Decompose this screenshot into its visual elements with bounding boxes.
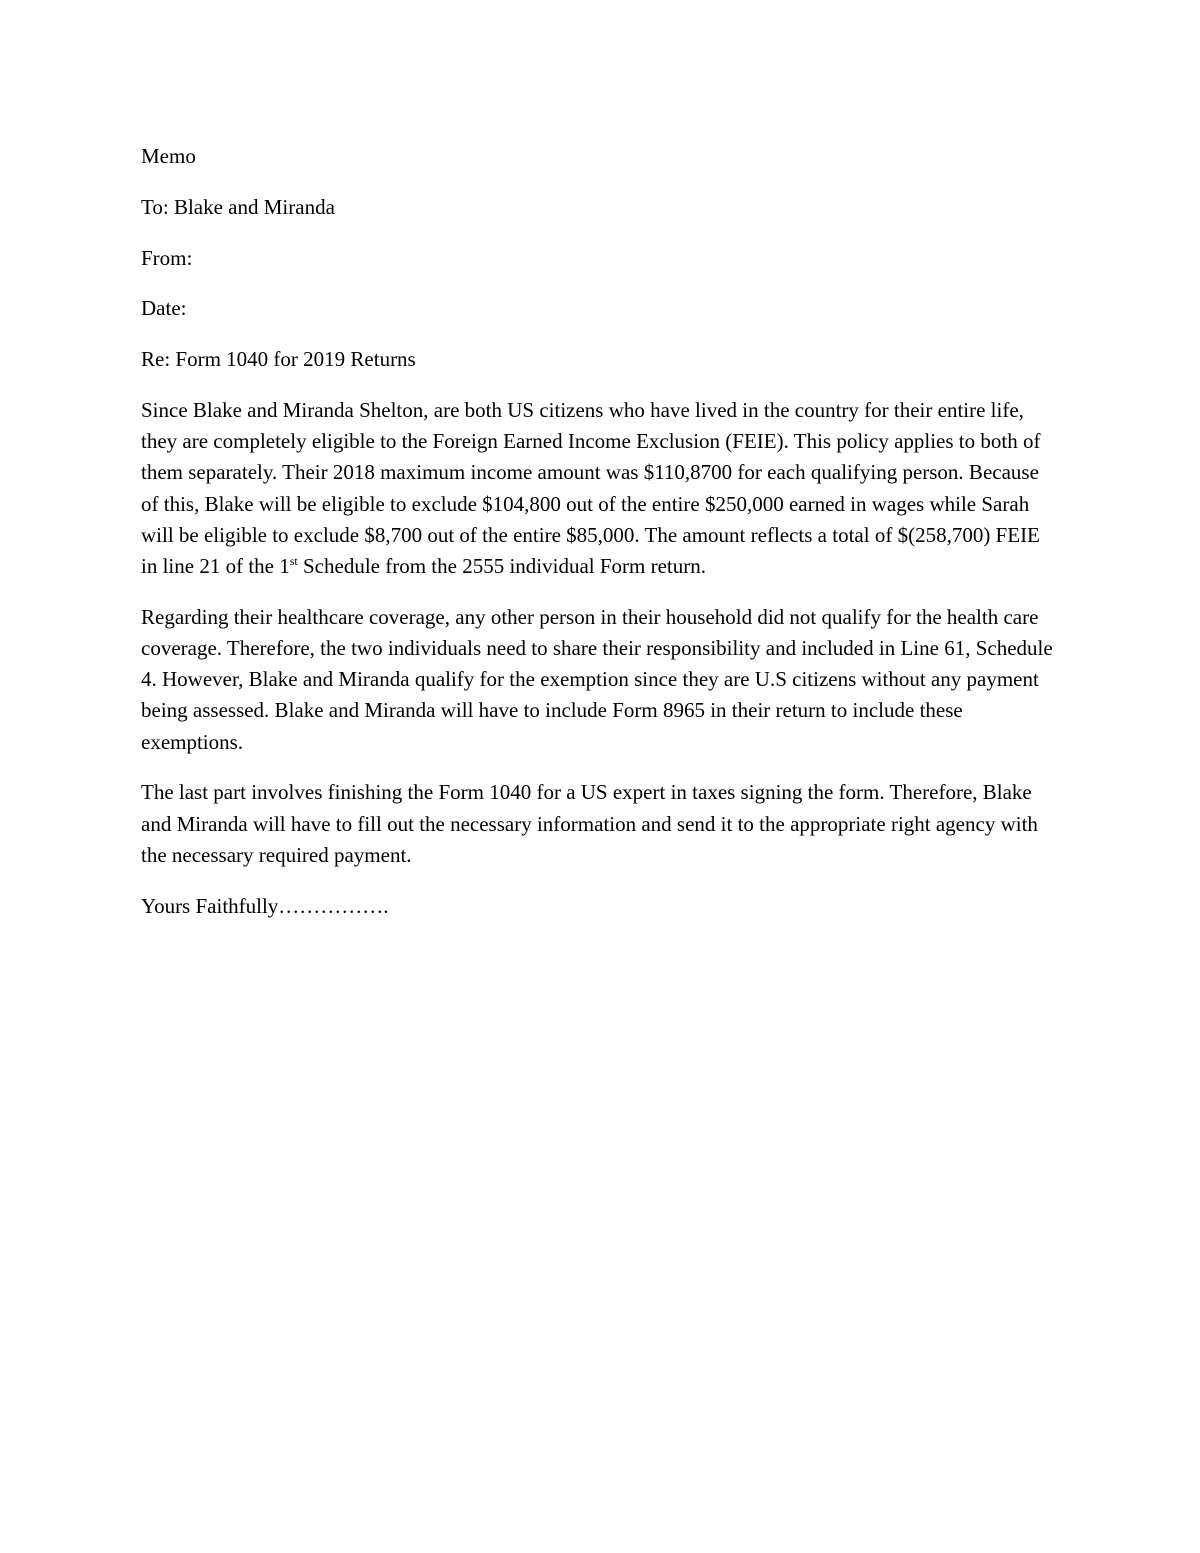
ordinal-superscript: st — [289, 554, 298, 568]
memo-paragraph-filing: The last part involves finishing the Form 1040 for a US expert in taxes signing the form. Therefore, Blake and Miranda will have to fill out the necessary information and send it to the appropriate right agency with the necessary required payment. — [141, 780, 1038, 867]
memo-paragraph-healthcare: Regarding their healthcare coverage, any other person in their household did not qualify for the health care coverage. Therefore, the two individuals need to share their responsibility and included in Line 61, Schedule 4. However, Blake and Miranda qualify for the exemption since they are U.S citizens without any payment being assessed. Blake and Miranda will have to include Form 8965 in their return to include these exemptions. — [141, 604, 1053, 754]
memo-date-line: Date: — [141, 296, 187, 321]
memo-to-line: To: Blake and Miranda — [141, 194, 335, 219]
memo-subject-line: Re: Form 1040 for 2019 Returns — [141, 347, 416, 372]
paragraph-feie-text: Since Blake and Miranda Shelton, are both US citizens who have lived in the country for their entire life, they are completely eligible to the Foreign Earned Income Exclusion (FEIE). This policy applies to both of them separately. Their 2018 maximum income amount was $110,8700 for each qualifying person. Because of this, Blake will be eligible to exclude $104,800 out of the entire $250,000 earned in wages while Sarah will be eligible to exclude $8,700 out of the entire $85,000. The amount reflects a total of $(258,700) FEIE in line 21 of the 1 — [141, 397, 1041, 578]
paragraph-feie-text-end: Schedule from the 2555 individual Form return. — [297, 554, 707, 578]
memo-closing: Yours Faithfully……………. — [141, 893, 389, 918]
memo-body — [141, 141, 1061, 941]
memo-paragraph-feie — [141, 395, 1061, 582]
memo-from-line: From: — [141, 245, 193, 270]
memo-title: Memo — [141, 144, 196, 168]
